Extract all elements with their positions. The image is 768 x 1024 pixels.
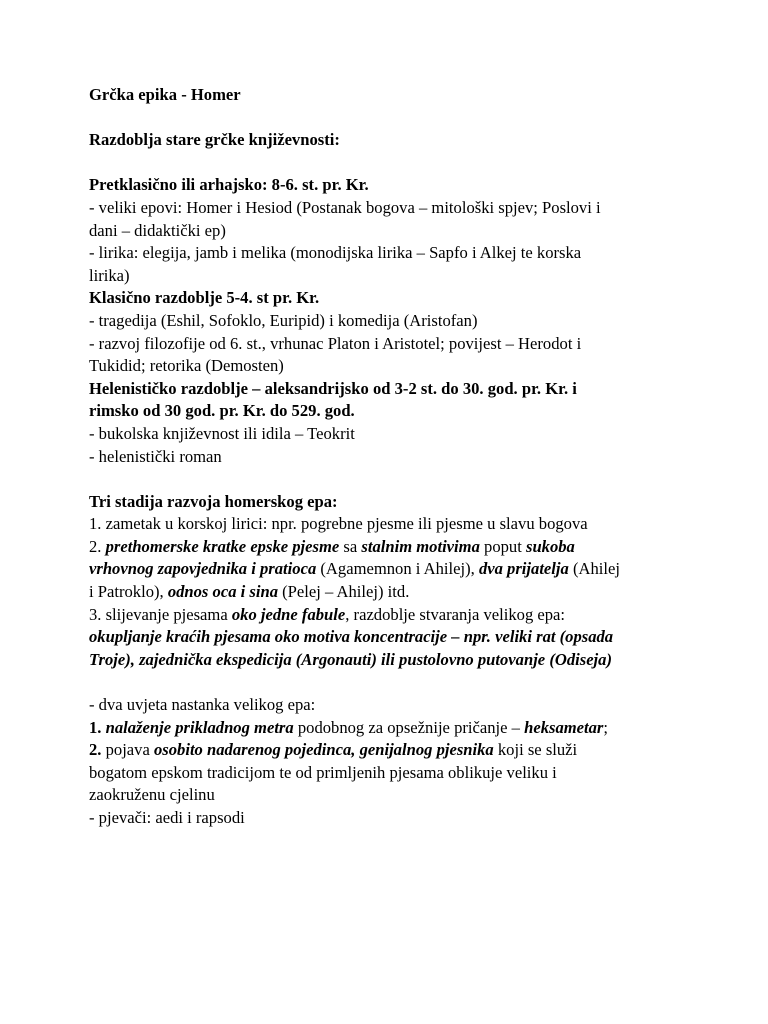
spacer <box>89 671 689 694</box>
text-run: pojava <box>101 740 154 760</box>
stage-line <box>89 558 689 581</box>
emphasis-run: vrhovnog zapovjednika i pratioca <box>89 559 317 579</box>
text-run: poput <box>479 536 526 556</box>
classical-line: Tukidid; retorika (Demosten) <box>89 356 284 376</box>
classical-line: - tragedija (Eshil, Sofoklo, Euripid) i komedija (Aristofan) <box>89 310 478 330</box>
text-run: 3. slijevanje pjesama <box>89 604 232 624</box>
text-run: , razdoblje stvaranja velikog epa: <box>345 604 566 624</box>
emphasis-run: oko jedne fabule <box>231 604 346 624</box>
spacer <box>89 468 689 491</box>
hellenistic-line: - bukolska književnost ili idila – Teokrit <box>89 423 355 443</box>
stage-line <box>89 604 689 627</box>
stage-line <box>89 581 689 604</box>
archaic-line: - veliki epovi: Homer i Hesiod (Postanak bogova – mitološki spjev; Poslovi i <box>89 197 601 217</box>
text-run: koji se služi <box>493 740 578 760</box>
section-heading-periods: Razdoblja stare grčke književnosti: <box>89 130 340 150</box>
text-run: (Agamemnon i Ahilej), <box>316 559 479 579</box>
text-run: sa <box>339 536 362 556</box>
emphasis-run: osobito nadarenog pojedinca, genijalnog pjesnika <box>153 740 494 760</box>
condition-line: zaokruženu cjelinu <box>89 785 215 805</box>
condition-line: bogatom epskom tradicijom te od primljenih pjesama oblikuje veliku i <box>89 762 557 782</box>
text-run: (Pelej – Ahilej) itd. <box>278 582 410 602</box>
text-run: ; <box>603 717 609 737</box>
emphasis-run: heksametar <box>524 717 604 737</box>
singers-line: - pjevači: aedi i rapsodi <box>89 808 245 827</box>
hellenistic-heading: Helenističko razdoblje – aleksandrijsko od 3-2 st. do 30. god. pr. Kr. i <box>89 378 577 398</box>
emphasis-run: stalnim motivima <box>361 536 480 556</box>
classical-heading: Klasično razdoblje 5-4. st pr. Kr. <box>89 288 320 308</box>
archaic-line: lirika) <box>89 265 130 285</box>
emphasis-run: prethomerske kratke epske pjesme <box>105 536 340 556</box>
spacer <box>89 107 689 130</box>
text-run: 2. <box>89 536 106 556</box>
archaic-line: dani – didaktički ep) <box>89 220 226 240</box>
stage-line: Troje), zajednička ekspedicija (Argonauti) ili pustolovno putovanje (Odiseja) <box>89 649 612 669</box>
number-run: 1. <box>89 717 102 737</box>
stage-line: okupljanje kraćih pjesama oko motiva koncentracije – npr. veliki rat (opsada <box>89 627 614 647</box>
condition-line <box>89 739 689 762</box>
hellenistic-line: - helenistički roman <box>89 446 222 466</box>
stage-line: 1. zametak u korskoj lirici: npr. pogrebne pjesme ili pjesme u slavu bogova <box>89 514 588 534</box>
conditions-intro: - dva uvjeta nastanka velikog epa: <box>89 695 316 715</box>
emphasis-run: nalaženje prikladnog metra <box>105 717 294 737</box>
number-run: 2. <box>89 740 102 760</box>
condition-line <box>89 717 689 740</box>
classical-line: - razvoj filozofije od 6. st., vrhunac Platon i Aristotel; povijest – Herodot i <box>89 333 582 353</box>
text-run: i Patroklo), <box>89 582 168 602</box>
emphasis-run: sukoba <box>525 536 575 556</box>
archaic-line: - lirika: elegija, jamb i melika (monodijska lirika – Sapfo i Alkej te korska <box>89 243 582 263</box>
document-body <box>89 84 689 830</box>
emphasis-run: odnos oca i sina <box>167 582 278 602</box>
text-run: podobnog za opsežnije pričanje – <box>293 717 525 737</box>
archaic-heading: Pretklasično ili arhajsko: 8-6. st. pr. Kr. <box>89 175 369 195</box>
document-title: Grčka epika - Homer <box>89 85 241 104</box>
stage-line <box>89 536 689 559</box>
emphasis-run: dva prijatelja <box>478 559 569 579</box>
text-run: (Ahilej <box>568 559 620 579</box>
hellenistic-heading: rimsko od 30 god. pr. Kr. do 529. god. <box>89 401 355 421</box>
spacer <box>89 152 689 175</box>
stages-heading: Tri stadija razvoja homerskog epa: <box>89 491 338 511</box>
